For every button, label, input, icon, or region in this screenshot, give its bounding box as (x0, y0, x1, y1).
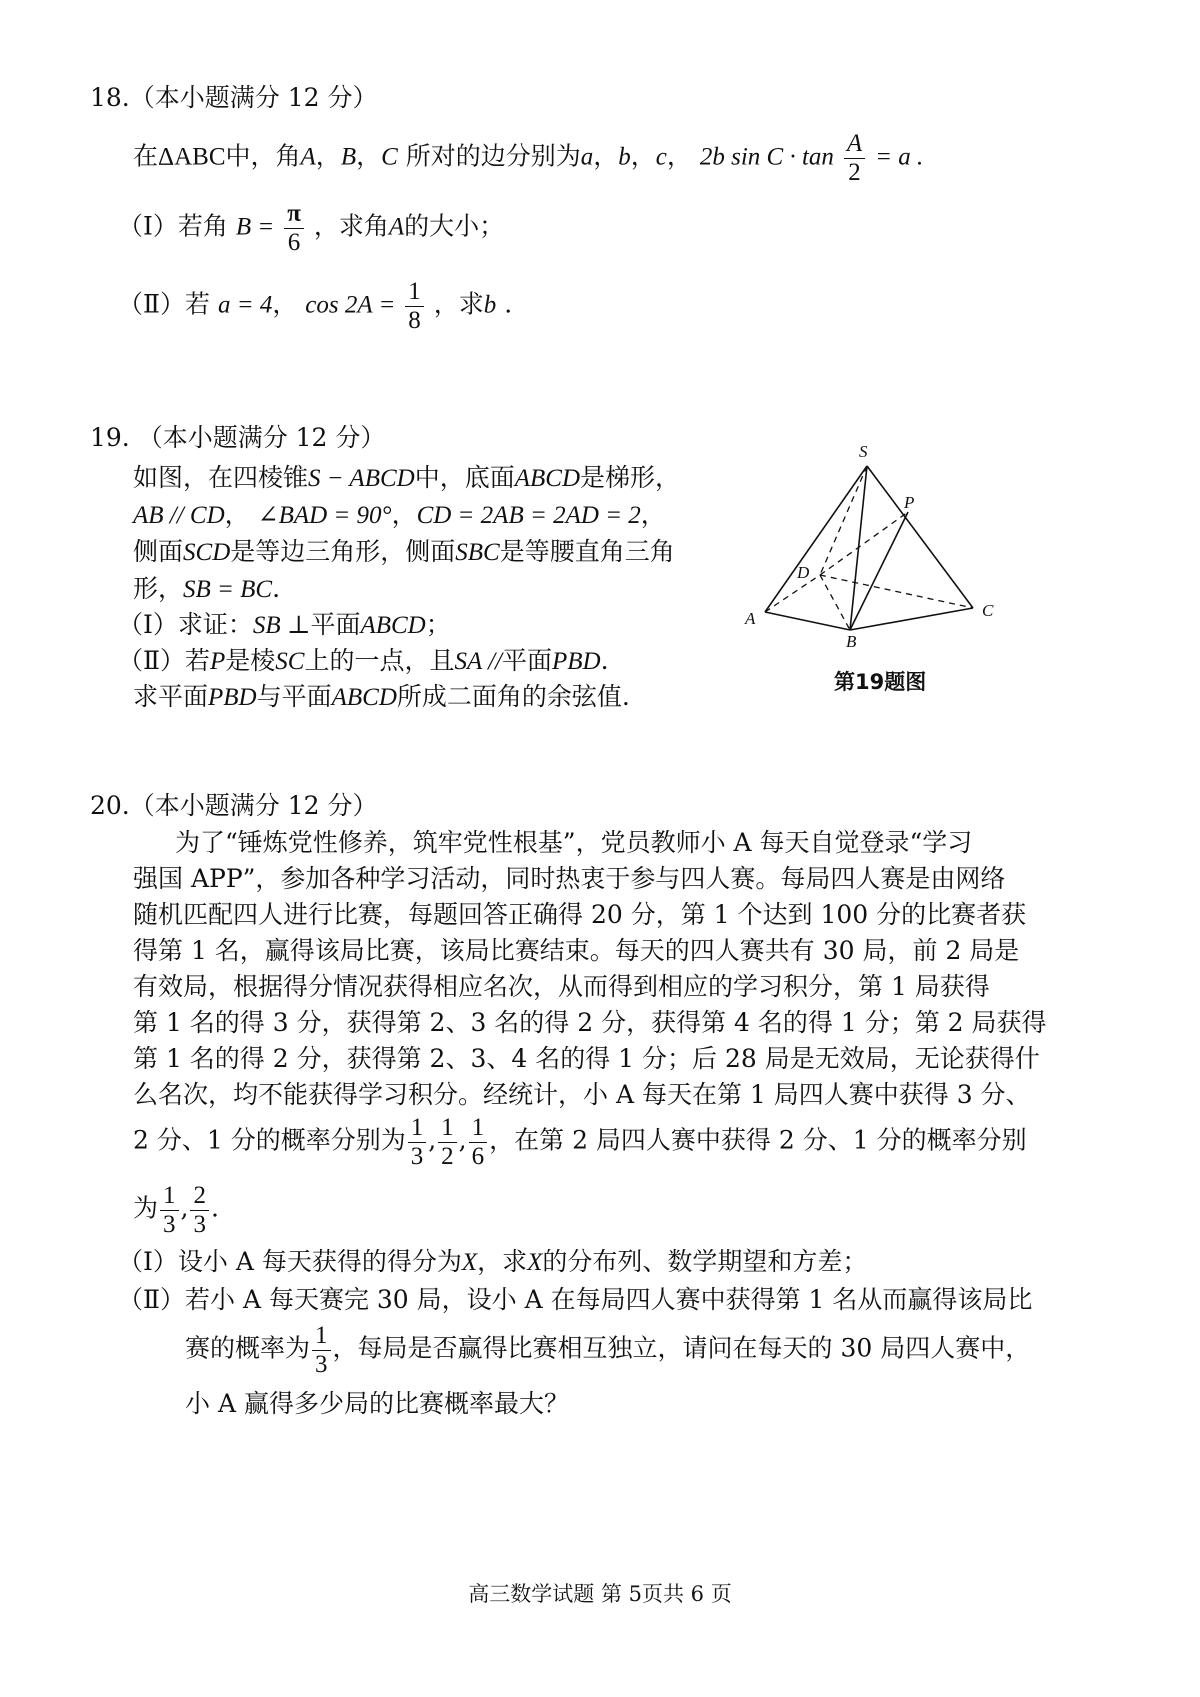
q18-frac-pi-over-6: $\frac{\pi}{6}$ (284, 200, 304, 256)
edge-SA (765, 466, 867, 612)
edge-AD (765, 575, 820, 612)
edge-DP (820, 512, 908, 575)
q19-part1: （Ⅰ）求证：SB ⊥平面ABCD； (118, 610, 451, 639)
q18-part1: （Ⅰ）若角 B = $\frac{\pi}{6}$ ，求角A的大小； (118, 200, 505, 256)
prob-frac-1-6: $\frac{1}{6}$ (469, 1114, 488, 1170)
vertex-label-P: P (904, 493, 915, 512)
vertex-label-B: B (846, 632, 857, 651)
q19-line3: 侧面SCD是等边三角形，侧面SBC是等腰直角三角 (133, 537, 675, 566)
vertex-label-D: D (797, 563, 810, 582)
prob2-frac-1-3: $\frac{1}{3}$ (160, 1182, 179, 1238)
q20-part1: （Ⅰ）设小 A 每天获得的得分为X，求X的分布列、数学期望和方差； (118, 1247, 868, 1276)
edge-BC (850, 608, 973, 630)
q20-text-line: 得第 1 名，赢得该局比赛，该局比赛结束。每天的四人赛共有 30 局，前 2 局是 (133, 936, 1020, 965)
q18-part2: （Ⅱ）若 a = 4， cos 2A = $\frac{1}{8}$ ，求b . (118, 278, 513, 334)
q20-text-line: 强国 APP”，参加各种学习活动，同时热衷于参与四人赛。每局四人赛是由网络 (133, 864, 1006, 893)
win-prob-frac-1-3: $\frac{1}{3}$ (312, 1322, 331, 1378)
q20-text-line: 第 1 名的得 3 分，获得第 2、3 名的得 2 分，获得第 4 名的得 1 分；第 2 局获得 (133, 1008, 1047, 1037)
edge-SD (820, 466, 867, 575)
q20-text-line: 有效局，根据得分情况获得相应名次，从而得到相应的学习积分，第 1 局获得 (133, 972, 990, 1001)
edge-AB (765, 612, 850, 630)
q19-line1: 如图，在四棱锥S − ABCD中，底面ABCD是梯形， (133, 463, 681, 492)
q18-frac-1-over-8: $\frac{1}{8}$ (405, 278, 424, 334)
vertex-label-S: S (859, 442, 868, 461)
vertex-label-A: A (745, 609, 756, 628)
vertex-label-C: C (982, 601, 994, 620)
prob-frac-1-3: $\frac{1}{3}$ (408, 1114, 427, 1170)
q20-prob2-line: 为 $\frac{1}{3}$ , $\frac{2}{3}$ . (133, 1182, 219, 1238)
edge-BP (850, 512, 908, 630)
q20-part2-line3: 小 A 赢得多少局的比赛概率最大？ (185, 1389, 569, 1418)
q19-line2: AB // CD， ∠BAD = 90°，CD = 2AB = 2AD = 2， (133, 500, 666, 529)
q18-header: 18.（本小题满分 12 分） (90, 83, 378, 112)
q20-text-line: 随机匹配四人进行比赛，每题回答正确得 20 分，第 1 个达到 100 分的比赛者获 (133, 900, 1027, 929)
q18-frac-a-over-2: $\frac{A}{2}$ (844, 130, 865, 186)
q18-formula: 2b sin C · tan (699, 143, 834, 171)
prob-frac-1-2: $\frac{1}{2}$ (438, 1114, 457, 1170)
edge-DB (820, 575, 850, 630)
q20-text-line: 第 1 名的得 2 分，获得第 2、3、4 名的得 1 分；后 28 局是无效局，无论获得什 (133, 1044, 1040, 1073)
q20-prob-line: 2 分、1 分的概率分别为 $\frac{1}{3}$ , $\frac{1}{2}$ , $\frac{1}{6}$ ，在第 2 局四人赛中获得 2 分、1 分的概率分别 (133, 1114, 1027, 1170)
q20-text-line: 为了“锤炼党性修养，筑牢党性根基”，党员教师小 A 每天自觉登录“学习 (175, 828, 973, 857)
q19-line-last: 求平面PBD与平面ABCD所成二面角的余弦值. (133, 682, 630, 711)
page-footer: 高三数学试题 第 5页共 6 页 (468, 1582, 732, 1606)
prob2-frac-2-3: $\frac{2}{3}$ (190, 1182, 209, 1238)
q19-part2: （Ⅱ）若P是棱SC上的一点，且SA //平面PBD. (118, 646, 609, 675)
edge-DC (820, 575, 973, 608)
q20-text-line: 么名次，均不能获得学习积分。经统计，小 A 每天在第 1 局四人赛中获得 3 分、 (133, 1080, 1031, 1109)
q19-line4: 形，SB = BC. (133, 574, 281, 603)
figure-caption: 第19题图 (834, 670, 927, 694)
pyramid-figure (740, 440, 1010, 655)
q19-header: 19. （本小题满分 12 分） (90, 423, 386, 452)
q18-stem: 在ΔABC中，角A，B，C 所对的边分别为a，b，c， 2b sin C · tan $\frac{A}{2}$ = a . (133, 130, 924, 186)
q20-header: 20.（本小题满分 12 分） (90, 791, 378, 820)
q20-part2-line2: 赛的概率为 $\frac{1}{3}$ ，每局是否赢得比赛相互独立，请问在每天的 30 局四人赛中， (185, 1322, 1031, 1378)
q20-part2-line1: （Ⅱ）若小 A 每天赛完 30 局，设小 A 在每局四人赛中获得第 1 名从而赢得该局比 (118, 1285, 1033, 1314)
edge-SC (867, 466, 973, 608)
